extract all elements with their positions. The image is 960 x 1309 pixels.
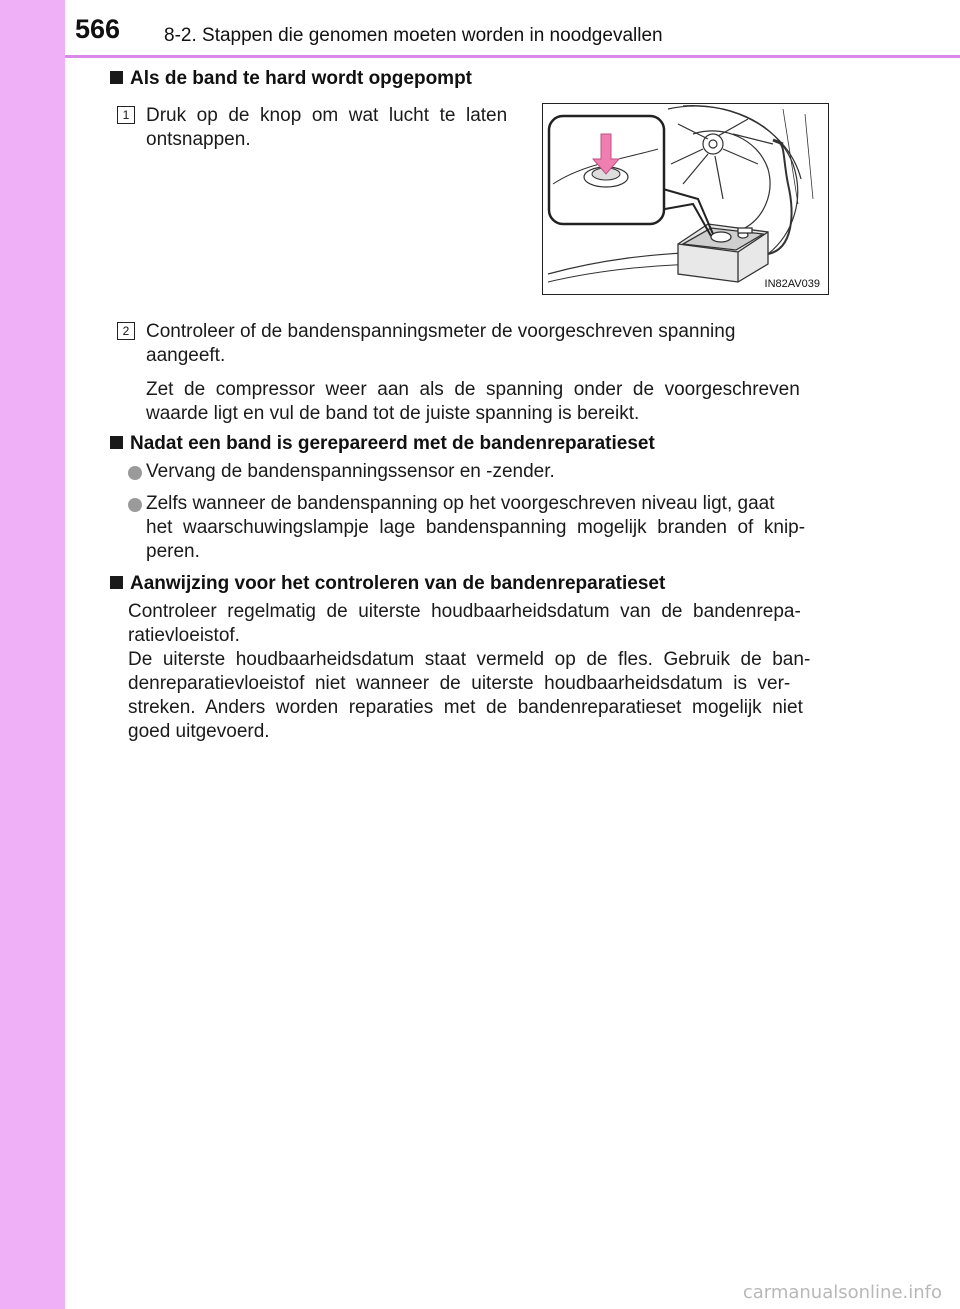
section-heading-text: Als de band te hard wordt opgepompt [130,68,472,89]
check-kit-line-3: De uiterste houdbaarheidsdatum staat vermeld op de fles. Gebruik de ban- [128,649,811,670]
circle-bullet-icon [128,498,142,512]
check-kit-line-5: streken. Anders worden reparaties met de bandenreparatieset mogelijk niet [128,697,803,718]
step1-line-1: Druk op de knop om wat lucht te laten [146,105,508,126]
section-heading-text: Aanwijzing voor het controleren van de bandenreparatieset [130,573,666,594]
square-bullet-icon [110,436,123,449]
step2-note-line-2: waarde ligt en vul de band tot de juiste spanning is bereikt. [146,403,640,424]
step1-line-2: ontsnappen. [146,129,251,150]
step-number-2: 2 [117,322,135,340]
check-kit-line-2: ratievloeistof. [128,625,240,646]
bullet-1-line-1: Vervang de bandenspanningssensor en -zender. [146,461,555,482]
bullet-item-2 [146,492,856,564]
step1-text [146,104,516,152]
step2-note [146,378,856,426]
section-heading-check-kit [110,573,665,595]
page-number: 566 [75,14,121,44]
check-kit-text [128,600,856,744]
check-kit-line-6: goed uitgevoerd. [128,721,270,742]
section-heading-after-repair [110,433,655,455]
square-bullet-icon [110,576,123,589]
header-divider [65,55,960,58]
compressor-illustration [542,103,829,295]
step2-text [146,320,856,368]
figure-code: IN82AV039 [764,278,820,290]
check-kit-line-4: denreparatievloeistof niet wanneer de uiterste houdbaarheidsdatum is ver- [128,673,791,694]
bullet-2-line-1: Zelfs wanneer de bandenspanning op het voorgeschreven niveau ligt, gaat [146,493,775,514]
step-number-1: 1 [117,106,135,124]
page-header-title: 8-2. Stappen die genomen moeten worden in noodgevallen [164,25,663,46]
section-heading-text: Nadat een band is gerepareerd met de bandenreparatieset [130,433,655,454]
check-kit-line-1: Controleer regelmatig de uiterste houdbaarheidsdatum van de bandenrepa- [128,601,801,622]
watermark: carmanualsonline.info [742,1282,942,1303]
step2-line-2: aangeeft. [146,345,226,366]
compressor-valve-illustration [543,104,828,294]
circle-bullet-icon [128,466,142,480]
step2-note-line-1: Zet de compressor weer aan als de spanning onder de voorgeschreven [146,379,800,400]
section-heading-overinflated [110,68,472,90]
chapter-sidebar [0,0,65,1309]
square-bullet-icon [110,71,123,84]
bullet-2-line-2: het waarschuwingslampje lage bandenspanning mogelijk branden of knip- [146,517,806,538]
bullet-item-1 [146,460,856,484]
step2-line-1: Controleer of de bandenspanningsmeter de voorgeschreven spanning [146,321,736,342]
bullet-2-line-3: peren. [146,541,200,562]
